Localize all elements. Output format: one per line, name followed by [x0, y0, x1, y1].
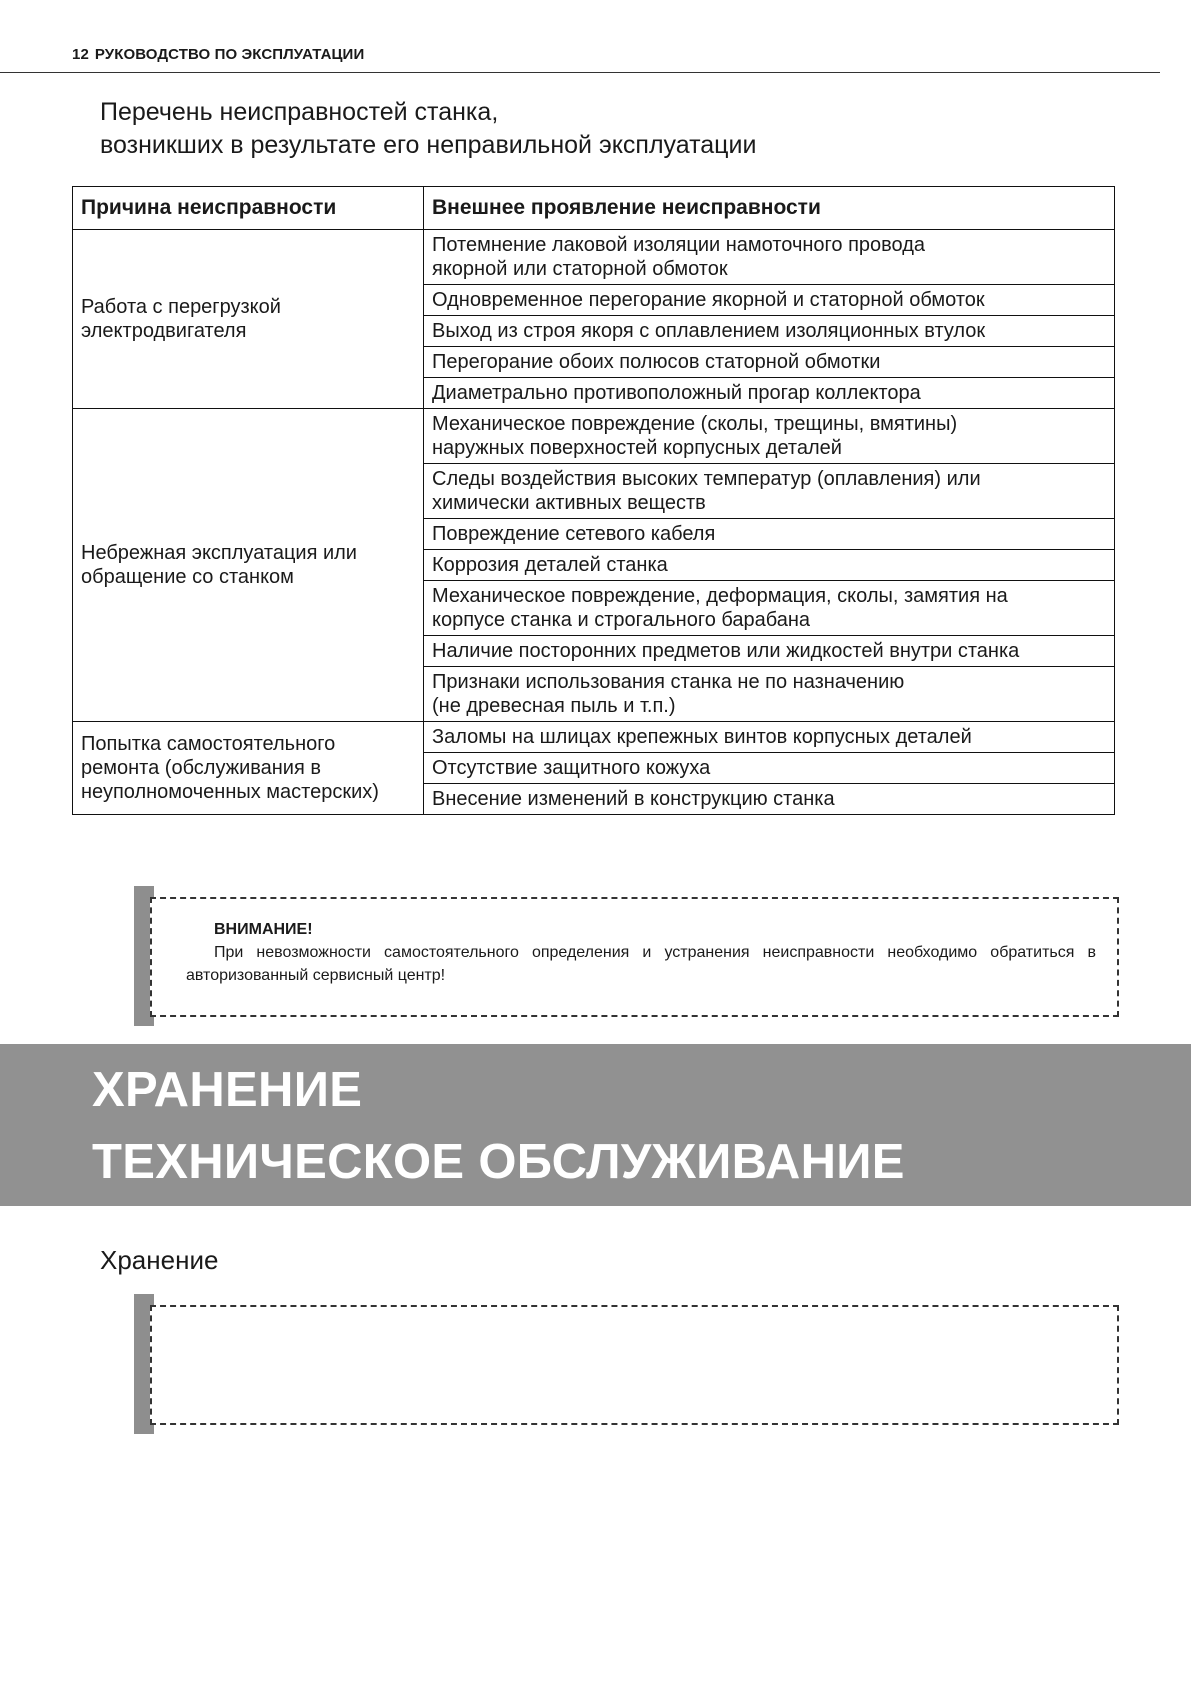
- page-header: [72, 46, 364, 63]
- table-row: [73, 722, 1115, 753]
- table-header-row: [73, 187, 1115, 230]
- banner-title-maintenance: ТЕХНИЧЕСКОЕ ОБСЛУЖИВАНИЕ: [92, 1135, 905, 1189]
- cause-cell: [73, 230, 424, 409]
- header-symptom: Внешнее проявление неисправности: [424, 187, 1115, 230]
- symptom-line: корпусе станка и строгального барабана: [432, 609, 811, 631]
- symptom-cell: [424, 667, 1115, 722]
- cause-line: Небрежная эксплуатация или: [81, 542, 357, 564]
- symptom-line: Диаметрально противоположный прогар коллектора: [432, 382, 921, 404]
- notice-heading: ВНИМАНИЕ!: [214, 921, 313, 938]
- symptom-cell: [424, 753, 1115, 784]
- symptom-cell: [424, 230, 1115, 285]
- cause-line: ремонта (обслуживания в: [81, 757, 321, 779]
- storage-notice-box: [150, 1305, 1119, 1425]
- cause-line: обращение со станком: [81, 566, 294, 588]
- symptom-line: Повреждение сетевого кабеля: [432, 523, 716, 545]
- symptom-cell: [424, 316, 1115, 347]
- cause-cell: [73, 722, 424, 815]
- symptom-cell: [424, 722, 1115, 753]
- symptom-line: якорной или статорной обмоток: [432, 258, 728, 280]
- symptom-cell: [424, 550, 1115, 581]
- fault-table: [72, 186, 1115, 815]
- header-divider: [0, 72, 1160, 73]
- cause-line: неуполномоченных мастерских): [81, 781, 379, 803]
- header-title: РУКОВОДСТВО ПО ЭКСПЛУАТАЦИИ: [94, 46, 365, 63]
- symptom-line: Механическое повреждение (сколы, трещины, вмятины): [432, 413, 958, 435]
- symptom-cell: [424, 347, 1115, 378]
- fault-list-title: [100, 96, 756, 162]
- page-number: 12: [72, 46, 89, 63]
- symptom-line: наружных поверхностей корпусных деталей: [432, 437, 842, 459]
- symptom-line: Следы воздействия высоких температур (оплавления) или: [432, 468, 981, 490]
- symptom-line: Признаки использования станка не по назначению: [432, 671, 905, 693]
- symptom-cell: [424, 636, 1115, 667]
- fault-list-title-line2: возникших в результате его неправильной эксплуатации: [100, 131, 757, 159]
- symptom-line: Механическое повреждение, деформация, сколы, замятия на: [432, 585, 1008, 607]
- symptom-line: Потемнение лаковой изоляции намоточного провода: [432, 234, 926, 256]
- header-cause: Причина неисправности: [73, 187, 424, 230]
- symptom-line: Наличие посторонних предметов или жидкостей внутри станка: [432, 640, 1020, 662]
- symptom-cell: [424, 378, 1115, 409]
- symptom-cell: [424, 784, 1115, 815]
- symptom-line: Выход из строя якоря с оплавлением изоляционных втулок: [432, 320, 986, 342]
- symptom-line: Внесение изменений в конструкцию станка: [432, 788, 835, 810]
- table-row: [73, 409, 1115, 464]
- symptom-line: Одновременное перегорание якорной и статорной обмоток: [432, 289, 985, 311]
- symptom-line: Перегорание обоих полюсов статорной обмотки: [432, 351, 881, 373]
- symptom-cell: [424, 409, 1115, 464]
- symptom-line: химически активных веществ: [432, 492, 706, 514]
- banner-title-storage: ХРАНЕНИЕ: [92, 1063, 363, 1117]
- symptom-cell: [424, 464, 1115, 519]
- cause-cell: [73, 409, 424, 722]
- symptom-line: Отсутствие защитного кожуха: [432, 757, 711, 779]
- symptom-cell: [424, 581, 1115, 636]
- symptom-line: (не древесная пыль и т.п.): [432, 695, 676, 717]
- symptom-cell: [424, 285, 1115, 316]
- notice-text: При невозможности самостоятельного определения и устранения неисправности необходимо обратиться в авторизованный сервисный центр!: [186, 944, 1096, 984]
- table-row: [73, 230, 1115, 285]
- attention-notice: [150, 897, 1119, 1017]
- fault-list-title-line1: Перечень неисправностей станка,: [100, 98, 499, 126]
- cause-line: электродвигателя: [81, 320, 247, 342]
- cause-line: Попытка самостоятельного: [81, 733, 336, 755]
- storage-heading: Хранение: [100, 1245, 219, 1275]
- section-banner: [0, 1044, 1191, 1206]
- symptom-cell: [424, 519, 1115, 550]
- symptom-line: Заломы на шлицах крепежных винтов корпусных деталей: [432, 726, 972, 748]
- symptom-line: Коррозия деталей станка: [432, 554, 668, 576]
- cause-line: Работа с перегрузкой: [81, 296, 281, 318]
